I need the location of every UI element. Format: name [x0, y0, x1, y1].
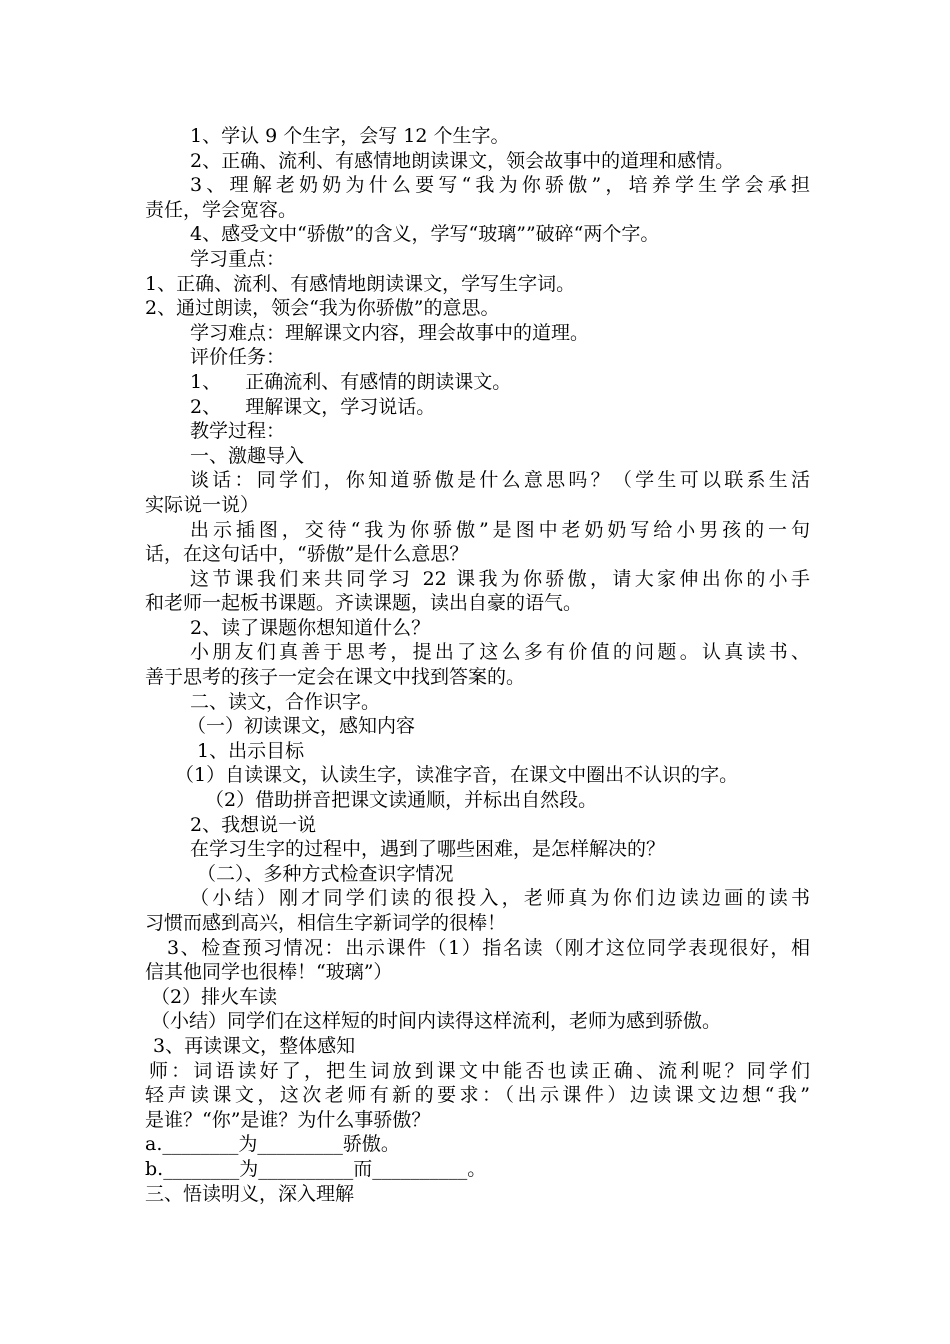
text-line: 1、 正确流利、有感情的朗读课文。: [190, 370, 512, 393]
text-line: 2、我想说一说: [190, 813, 317, 836]
text-line: 习惯而感到高兴，相信生字新词学的很棒！: [145, 912, 507, 934]
text-line: （小结）同学们在这样短的时间内读得这样流利，老师为感到骄傲。: [151, 1010, 722, 1033]
fill-in-blank-line: b.________为__________而__________。: [145, 1157, 487, 1180]
text-line: （1）自读课文，认读生字，读准字音，在课文中圈出不认识的字。: [175, 764, 739, 787]
text-line: 实际说一说）: [145, 493, 260, 516]
text-line: 1、出示目标: [197, 739, 305, 762]
section-heading: 三、悟读明义，深入理解: [145, 1182, 355, 1205]
section-heading: （一）初读课文，感知内容: [187, 715, 416, 738]
text-line: 1、学认 9 个生字，会写 12 个生字。: [190, 125, 510, 147]
text-line: 责任，学会宽容。: [145, 198, 298, 221]
fill-in-blank-line: a.________为_________骄傲。: [145, 1133, 400, 1156]
text-line: 在学习生字的过程中，遇到了哪些困难，是怎样解决的？: [190, 838, 666, 861]
text-line: 2、读了课题你想知道什么？: [190, 616, 431, 639]
document-text-block: [145, 124, 810, 1206]
text-line: 善于思考的孩子一定会在课文中找到答案的。: [145, 666, 526, 689]
text-line: 3、检查预习情况：出示课件（1）指名读（刚才这位同学表现很好，相: [167, 936, 810, 959]
text-line: （小结）刚才同学们读的很投入，老师真为你们边读边画的读书: [190, 887, 810, 910]
text-line: 和老师一起板书课题。齐读课题，读出自豪的语气。: [145, 592, 583, 615]
text-line: 谈话：同学们，你知道骄傲是什么意思吗？（学生可以联系生活: [190, 469, 810, 492]
text-line: 这节课我们来共同学习 22 课我为你骄傲，请大家伸出你的小手: [190, 567, 810, 590]
text-line: 信其他同学也很棒！“玻璃”）: [145, 961, 393, 984]
text-line: 2、 理解课文，学习说话。: [190, 395, 436, 418]
text-line: 师：词语读好了，把生词放到课文中能否也读正确、流利呢？同学们: [149, 1059, 810, 1082]
text-line: （2）借助拼音把课文读通顺，并标出自然段。: [205, 789, 598, 812]
text-line: 话，在这句话中，“骄傲”是什么意思？: [145, 543, 469, 566]
text-line: （2）排火车读: [151, 985, 278, 1008]
text-line: 4、感受文中“骄傲”的含义，学写“玻璃””破碎“两个字。: [190, 223, 660, 246]
text-line: 小朋友们真善于思考，提出了这么多有价值的问题。认真读书、: [190, 641, 810, 664]
section-heading: 3、再读课文，整体感知: [153, 1034, 356, 1057]
section-heading: 一、激趣导入: [190, 444, 305, 467]
section-heading: 学习重点：: [190, 247, 286, 270]
text-line: 3、理解老奶奶为什么要写“我为你骄傲”，培养学生学会承担: [190, 174, 810, 197]
section-heading: 教学过程：: [190, 420, 286, 443]
text-line: 出示插图，交待“我为你骄傲”是图中老奶奶写给小男孩的一句: [190, 518, 810, 541]
section-heading: 评价任务：: [190, 346, 286, 369]
section-heading: 学习难点：理解课文内容，理会故事中的道理。: [190, 321, 590, 344]
text-line: 轻声读课文，这次老师有新的要求：（出示课件）边读课文边想“我”: [145, 1084, 810, 1107]
section-heading: （二）、多种方式检查识字情况: [197, 862, 454, 885]
section-heading: 二、读文，合作识字。: [190, 690, 381, 713]
text-line: 1、正确、流利、有感情地朗读课文，学写生字词。: [145, 272, 576, 295]
text-line: 2、正确、流利、有感情地朗读课文，领会故事中的道理和感情。: [190, 149, 735, 172]
text-line: 是谁？“你”是谁？为什么事骄傲？: [145, 1108, 431, 1131]
text-line: 2、通过朗读，领会“我为你骄傲”的意思。: [145, 297, 500, 320]
